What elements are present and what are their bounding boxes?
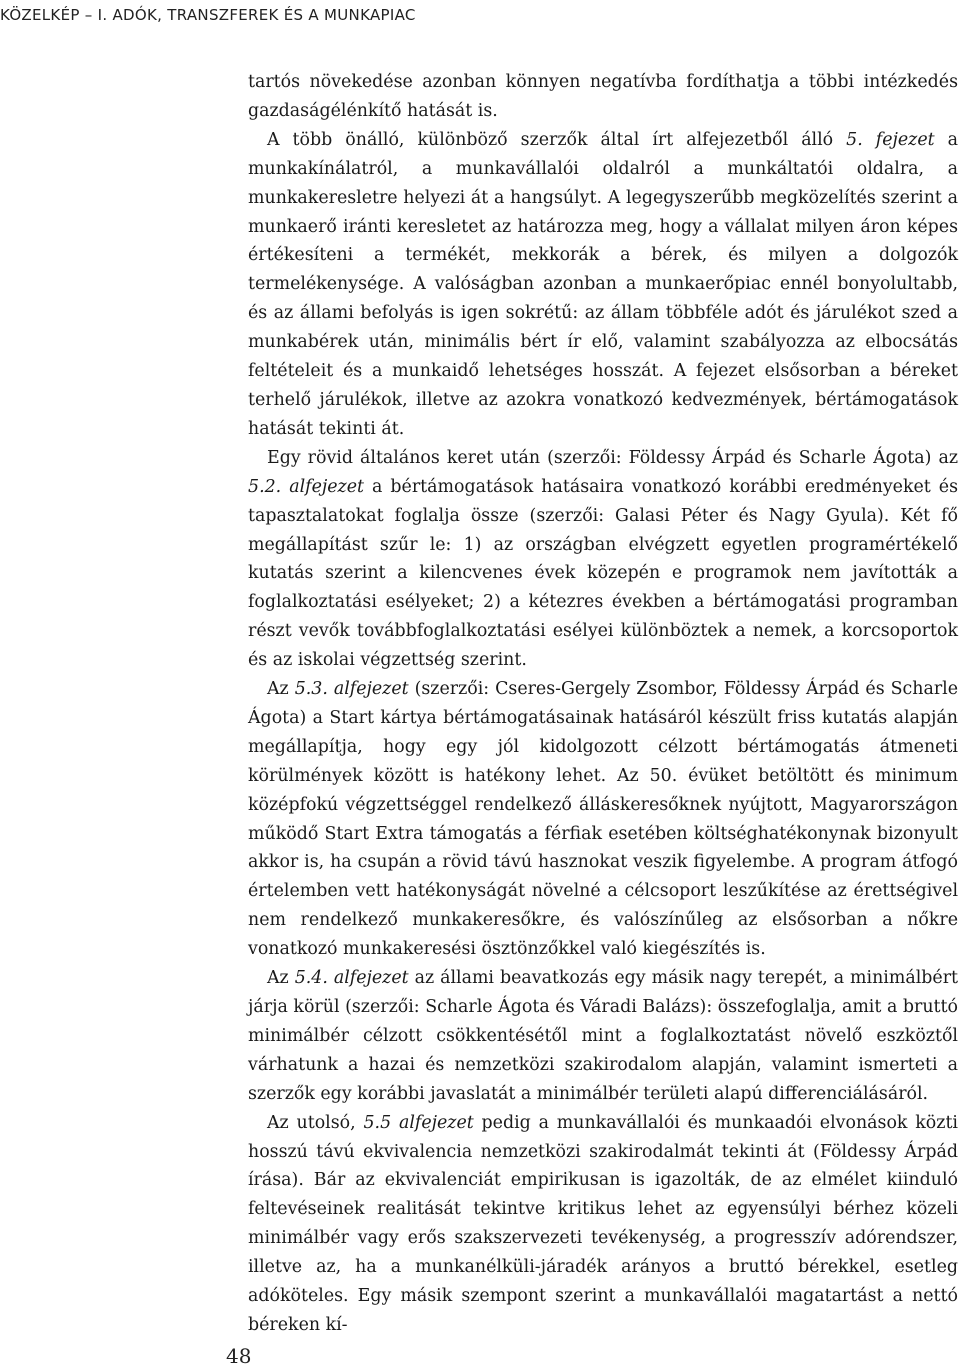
paragraph-text: A több önálló, különböző szerzők által írt alfejezetből álló <box>267 129 847 150</box>
subchapter-reference: 5.3. alfejezet <box>294 679 409 700</box>
paragraph-1 <box>248 68 958 126</box>
body-text <box>248 68 958 1340</box>
paragraph-text: Az utolsó, <box>267 1112 364 1133</box>
paragraph-text: pedig a munkavállalói és munkaadói elvonások közti hosszú távú ekvivalencia nemzetközi szakirodalmát tekinti át (Földessy Árpád írása). Bár az ekvivalenciát empirikusan is igazolták, de az elmélet kiinduló feltevéseinek realitását tekintve kritikus lehet az egyensúlyi bérhez közeli minimálbér vagy erős szakszervezeti tevékenység, a progresszív adórendszer, illetve az, ha a munkanélküli-járadék arányos a bruttó bérekkel, esetleg adóköteles. Egy másik szempont szerint a munkavállalói magatartást a nettó béreken kí- <box>248 1112 958 1335</box>
paragraph-text: az állami beavatkozás egy másik nagy terepét, a minimálbért járja körül (szerzői: Scharle Ágota és Váradi Balázs): összefoglalja, amit a bruttó minimálbér célzott csökkentésétől mint a foglalkoztatást növelő eszköztől várhatunk a hazai és nemzetközi szakirodalom alapján, valamint ismerteti a szerzők egy korábbi javaslatát a minimálbér területi alapú differenciálásáról. <box>248 968 958 1104</box>
subchapter-reference: 5.2. alfejezet <box>248 476 364 497</box>
paragraph-text: Az <box>267 968 295 989</box>
paragraph-5 <box>248 964 958 1109</box>
paragraph-2 <box>248 126 958 444</box>
paragraph-text: a bértámogatások hatásaira vonatkozó korábbi eredményeket és tapasztalatokat foglalja össze (szerzői: Galasi Péter és Nagy Gyula). Két fő megállapítást szűr le: 1) az országban elvégzett egyetlen programértékelő kutatás szerint a kilencvenes évek közepén e programok nem javították a foglalkoztatási esélyeket; 2) a kétezres években a bértámogatási programban részt vevők továbbfoglalkoztatási esélyei különböztek a nemek, a korcsoportok és az iskolai végzettség szerint. <box>248 476 958 671</box>
subchapter-reference: 5.4. alfejezet <box>294 968 409 989</box>
paragraph-text: Egy rövid általános keret után (szerzői: Földessy Árpád és Scharle Ágota) az <box>267 447 958 468</box>
paragraph-text: Az <box>267 679 295 700</box>
running-head: KÖZELKÉP – I. ADÓK, TRANSZFEREK ÉS A MUNKAPIAC <box>0 6 416 24</box>
paragraph-text: (szerzői: Cseres-Gergely Zsombor, Földessy Árpád és Scharle Ágota) a Start kártya bértámogatásainak hatásáról készült friss kutatás alapján megállapítja, hogy egy jól kidolgozott célzott bértámogatás átmeneti körülmények között is hatékony lehet. Az 50. évüket betöltött és minimum középfokú végzettséggel rendelkező álláskeresőknek nyújtott, Magyarországon működő Start Extra támogatás a férfiak esetében költséghatékonynak bizonyult akkor is, ha csupán a rövid távú hasznokat veszik figyelembe. A program átfogó értelemben vett hatékonyságát növelné a célcsoport leszűkítése az érettségivel nem rendelkező munkakeresőkre, és valószínűleg az elsősorban a nőkre vonatkozó munkakeresési ösztönzőkkel való kiegészítés is. <box>248 679 958 960</box>
paragraph-text: a munkakínálatról, a munkavállalói oldalról a munkáltatói oldalra, a munkakeresletre helyezi át a hangsúlyt. A legegyszerűbb megközelítés szerint a munkaerő iránti keresletet az határozza meg, hogy a vállalat milyen áron képes értékesíteni a termékét, mekkorák a bérek, és milyen a dolgozók termelékenysége. A valóságban azonban a munkaerőpiac ennél bonyolultabb, és az állami befolyás is igen sokrétű: az állam többféle adót és járulékot szed a munkabérek után, minimális bért ír elő, valamint szabályozza az elbocsátás feltételeit és a munkaidő lehetséges hosszát. A fejezet elsősorban a béreket terhelő járulékok, illetve az azokra vonatkozó kedvezmények, bértámogatások hatását tekinti át. <box>248 129 958 439</box>
paragraph-6 <box>248 1109 958 1340</box>
chapter-reference: 5. fejezet <box>846 129 935 150</box>
page-number: 48 <box>226 1344 252 1368</box>
paragraph-text: tartós növekedése azonban könnyen negatívba fordíthatja a többi intézkedés gazdaságélénkítő hatását is. <box>248 72 958 121</box>
paragraph-3 <box>248 444 958 675</box>
paragraph-4 <box>248 675 958 964</box>
subchapter-reference: 5.5 alfejezet <box>363 1112 474 1133</box>
